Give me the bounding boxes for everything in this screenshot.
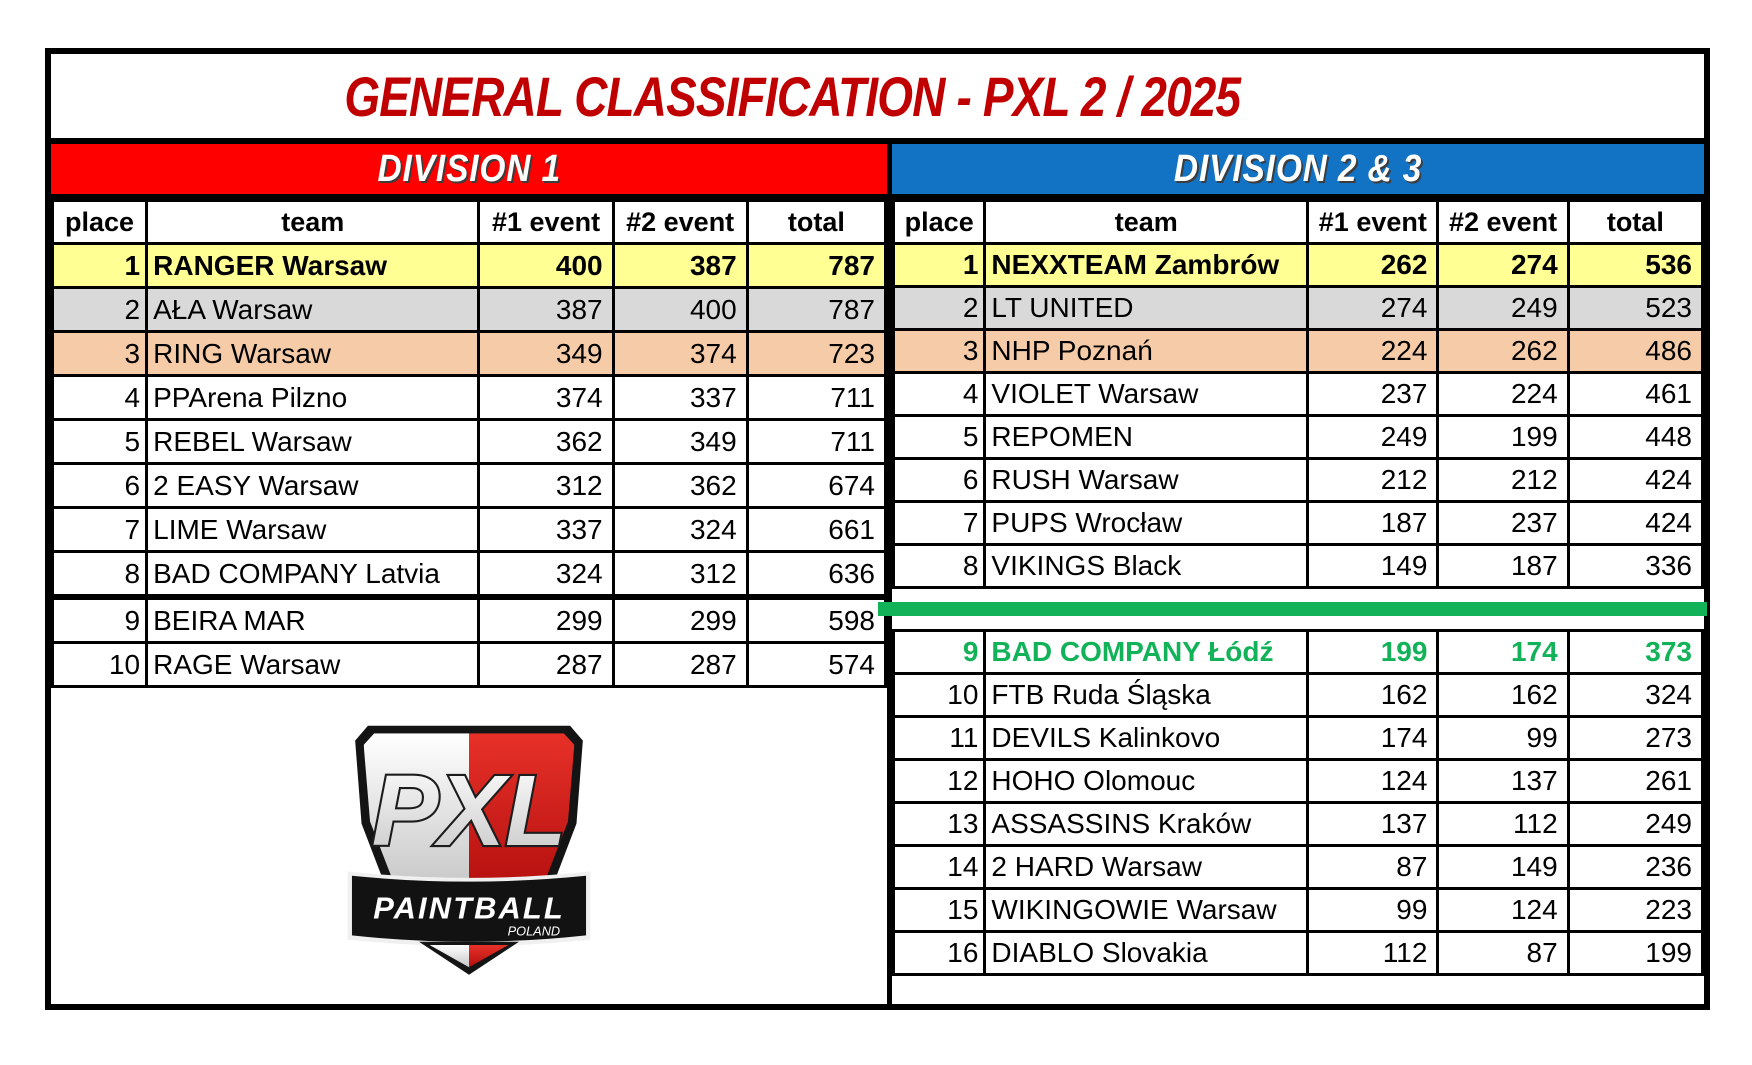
e2-cell: 362 (613, 464, 747, 508)
total-cell: 523 (1568, 287, 1702, 330)
e2-cell: 287 (613, 643, 747, 687)
e2-cell: 137 (1438, 760, 1568, 803)
place-cell: 2 (53, 288, 147, 332)
col-header-place: place (53, 201, 147, 244)
team-cell: PUPS Wrocław (985, 502, 1308, 545)
team-cell: PPArena Pilzno (147, 376, 479, 420)
e1-cell: 174 (1308, 717, 1438, 760)
e2-cell: 400 (613, 288, 747, 332)
col-header-total: total (1568, 201, 1702, 244)
total-cell: 273 (1568, 717, 1702, 760)
table-row (894, 932, 1703, 975)
team-cell: FTB Ruda Śląska (985, 674, 1308, 717)
promotion-cutoff-divider (894, 588, 1703, 631)
col-header-event1: #1 event (479, 201, 613, 244)
e2-cell: 199 (1438, 416, 1568, 459)
table-row (894, 631, 1703, 674)
table-row (894, 846, 1703, 889)
e1-cell: 374 (479, 376, 613, 420)
table-row (53, 464, 886, 508)
col-header-event2: #2 event (613, 201, 747, 244)
col-header-event1: #1 event (1308, 201, 1438, 244)
total-cell: 536 (1568, 244, 1702, 287)
division23-header-row (894, 201, 1703, 244)
division1-label: DIVISION 1 (377, 147, 561, 190)
classification-board (45, 48, 1710, 1010)
team-cell: 2 EASY Warsaw (147, 464, 479, 508)
e1-cell: 99 (1308, 889, 1438, 932)
e2-cell: 374 (613, 332, 747, 376)
e1-cell: 312 (479, 464, 613, 508)
e2-cell: 249 (1438, 287, 1568, 330)
table-row (53, 508, 886, 552)
team-cell: 2 HARD Warsaw (985, 846, 1308, 889)
e2-cell: 162 (1438, 674, 1568, 717)
team-cell: LT UNITED (985, 287, 1308, 330)
table-row (894, 244, 1703, 287)
team-cell: AŁA Warsaw (147, 288, 479, 332)
total-cell: 261 (1568, 760, 1702, 803)
total-cell: 324 (1568, 674, 1702, 717)
e1-cell: 349 (479, 332, 613, 376)
place-cell: 8 (53, 552, 147, 598)
place-cell: 9 (894, 631, 985, 674)
team-cell: VIKINGS Black (985, 545, 1308, 588)
place-cell: 10 (53, 643, 147, 687)
total-cell: 223 (1568, 889, 1702, 932)
team-cell: VIOLET Warsaw (985, 373, 1308, 416)
table-row (894, 674, 1703, 717)
title-bar (51, 54, 1704, 144)
e1-cell: 400 (479, 244, 613, 288)
division1-header-row (53, 201, 886, 244)
place-cell: 5 (894, 416, 985, 459)
division23-panel (892, 144, 1704, 1004)
table-row (894, 373, 1703, 416)
e1-cell: 249 (1308, 416, 1438, 459)
team-cell: HOHO Olomouc (985, 760, 1308, 803)
place-cell: 7 (53, 508, 147, 552)
logo-acronym: PXL (371, 754, 567, 867)
col-header-event2: #2 event (1438, 201, 1568, 244)
team-cell: DEVILS Kalinkovo (985, 717, 1308, 760)
total-cell: 787 (747, 244, 885, 288)
table-row (53, 332, 886, 376)
e1-cell: 299 (479, 597, 613, 643)
e2-cell: 337 (613, 376, 747, 420)
team-cell: RUSH Warsaw (985, 459, 1308, 502)
table-row (53, 376, 886, 420)
e2-cell: 212 (1438, 459, 1568, 502)
place-cell: 9 (53, 597, 147, 643)
total-cell: 424 (1568, 459, 1702, 502)
place-cell: 3 (894, 330, 985, 373)
e2-cell: 149 (1438, 846, 1568, 889)
division23-table (892, 199, 1704, 976)
e2-cell: 124 (1438, 889, 1568, 932)
team-cell: BAD COMPANY Łódź (985, 631, 1308, 674)
table-row (53, 420, 886, 464)
total-cell: 711 (747, 376, 885, 420)
division1-table (51, 199, 887, 688)
place-cell: 8 (894, 545, 985, 588)
col-header-total: total (747, 201, 885, 244)
team-cell: REBEL Warsaw (147, 420, 479, 464)
place-cell: 1 (894, 244, 985, 287)
e2-cell: 87 (1438, 932, 1568, 975)
team-cell: REPOMEN (985, 416, 1308, 459)
total-cell: 598 (747, 597, 885, 643)
e1-cell: 212 (1308, 459, 1438, 502)
table-row (894, 502, 1703, 545)
team-cell: LIME Warsaw (147, 508, 479, 552)
total-cell: 199 (1568, 932, 1702, 975)
division23-body (894, 244, 1703, 975)
table-row (53, 288, 886, 332)
page-title: GENERAL CLASSIFICATION - PXL 2 / 2025 (344, 64, 1241, 128)
e2-cell: 174 (1438, 631, 1568, 674)
team-cell: BEIRA MAR (147, 597, 479, 643)
division1-body (53, 244, 886, 687)
place-cell: 10 (894, 674, 985, 717)
table-row (53, 597, 886, 643)
place-cell: 5 (53, 420, 147, 464)
divider-cell (894, 588, 1703, 631)
total-cell: 373 (1568, 631, 1702, 674)
total-cell: 336 (1568, 545, 1702, 588)
place-cell: 16 (894, 932, 985, 975)
e2-cell: 324 (613, 508, 747, 552)
total-cell: 424 (1568, 502, 1702, 545)
table-row (894, 760, 1703, 803)
team-cell: RAGE Warsaw (147, 643, 479, 687)
e1-cell: 324 (479, 552, 613, 598)
place-cell: 7 (894, 502, 985, 545)
place-cell: 3 (53, 332, 147, 376)
team-cell: NEXXTEAM Zambrów (985, 244, 1308, 287)
e1-cell: 87 (1308, 846, 1438, 889)
table-row (894, 889, 1703, 932)
table-row (894, 330, 1703, 373)
e1-cell: 337 (479, 508, 613, 552)
place-cell: 13 (894, 803, 985, 846)
e2-cell: 387 (613, 244, 747, 288)
col-header-place: place (894, 201, 985, 244)
team-cell: RANGER Warsaw (147, 244, 479, 288)
e2-cell: 112 (1438, 803, 1568, 846)
logo-area (51, 688, 887, 1004)
place-cell: 14 (894, 846, 985, 889)
total-cell: 448 (1568, 416, 1702, 459)
e1-cell: 387 (479, 288, 613, 332)
table-row (894, 717, 1703, 760)
logo-banner-text: PAINTBALL (373, 890, 565, 926)
place-cell: 4 (53, 376, 147, 420)
table-row (53, 244, 886, 288)
place-cell: 12 (894, 760, 985, 803)
division23-label: DIVISION 2 & 3 (1173, 147, 1423, 190)
e1-cell: 162 (1308, 674, 1438, 717)
team-cell: NHP Poznań (985, 330, 1308, 373)
table-row (894, 287, 1703, 330)
place-cell: 4 (894, 373, 985, 416)
place-cell: 15 (894, 889, 985, 932)
total-cell: 661 (747, 508, 885, 552)
header-row (53, 201, 886, 244)
e1-cell: 137 (1308, 803, 1438, 846)
logo-sub-text: POLAND (507, 923, 561, 939)
place-cell: 6 (894, 459, 985, 502)
team-cell: DIABLO Slovakia (985, 932, 1308, 975)
total-cell: 787 (747, 288, 885, 332)
team-cell: WIKINGOWIE Warsaw (985, 889, 1308, 932)
team-cell: BAD COMPANY Latvia (147, 552, 479, 598)
green-cutoff-line (878, 602, 1707, 616)
total-cell: 636 (747, 552, 885, 598)
table-row (894, 416, 1703, 459)
division1-banner (51, 144, 887, 199)
e1-cell: 237 (1308, 373, 1438, 416)
place-cell: 11 (894, 717, 985, 760)
team-cell: ASSASSINS Kraków (985, 803, 1308, 846)
e1-cell: 224 (1308, 330, 1438, 373)
e1-cell: 199 (1308, 631, 1438, 674)
e2-cell: 274 (1438, 244, 1568, 287)
total-cell: 723 (747, 332, 885, 376)
header-row (894, 201, 1703, 244)
e1-cell: 112 (1308, 932, 1438, 975)
total-cell: 461 (1568, 373, 1702, 416)
divisions-container (51, 144, 1704, 1004)
col-header-team: team (147, 201, 479, 244)
table-row (53, 552, 886, 598)
e2-cell: 224 (1438, 373, 1568, 416)
place-cell: 6 (53, 464, 147, 508)
e2-cell: 299 (613, 597, 747, 643)
team-cell: RING Warsaw (147, 332, 479, 376)
table-row (53, 643, 886, 687)
place-cell: 1 (53, 244, 147, 288)
e1-cell: 149 (1308, 545, 1438, 588)
place-cell: 2 (894, 287, 985, 330)
e2-cell: 187 (1438, 545, 1568, 588)
e2-cell: 262 (1438, 330, 1568, 373)
table-row (894, 459, 1703, 502)
e2-cell: 237 (1438, 502, 1568, 545)
total-cell: 236 (1568, 846, 1702, 889)
e2-cell: 349 (613, 420, 747, 464)
e1-cell: 287 (479, 643, 613, 687)
e2-cell: 312 (613, 552, 747, 598)
col-header-team: team (985, 201, 1308, 244)
total-cell: 674 (747, 464, 885, 508)
e1-cell: 124 (1308, 760, 1438, 803)
division1-panel (51, 144, 892, 1004)
e1-cell: 274 (1308, 287, 1438, 330)
total-cell: 249 (1568, 803, 1702, 846)
e1-cell: 362 (479, 420, 613, 464)
division23-banner (892, 144, 1704, 199)
pxl-paintball-logo (336, 717, 602, 975)
table-row (894, 803, 1703, 846)
table-row (894, 545, 1703, 588)
total-cell: 486 (1568, 330, 1702, 373)
total-cell: 574 (747, 643, 885, 687)
total-cell: 711 (747, 420, 885, 464)
e1-cell: 187 (1308, 502, 1438, 545)
e1-cell: 262 (1308, 244, 1438, 287)
e2-cell: 99 (1438, 717, 1568, 760)
